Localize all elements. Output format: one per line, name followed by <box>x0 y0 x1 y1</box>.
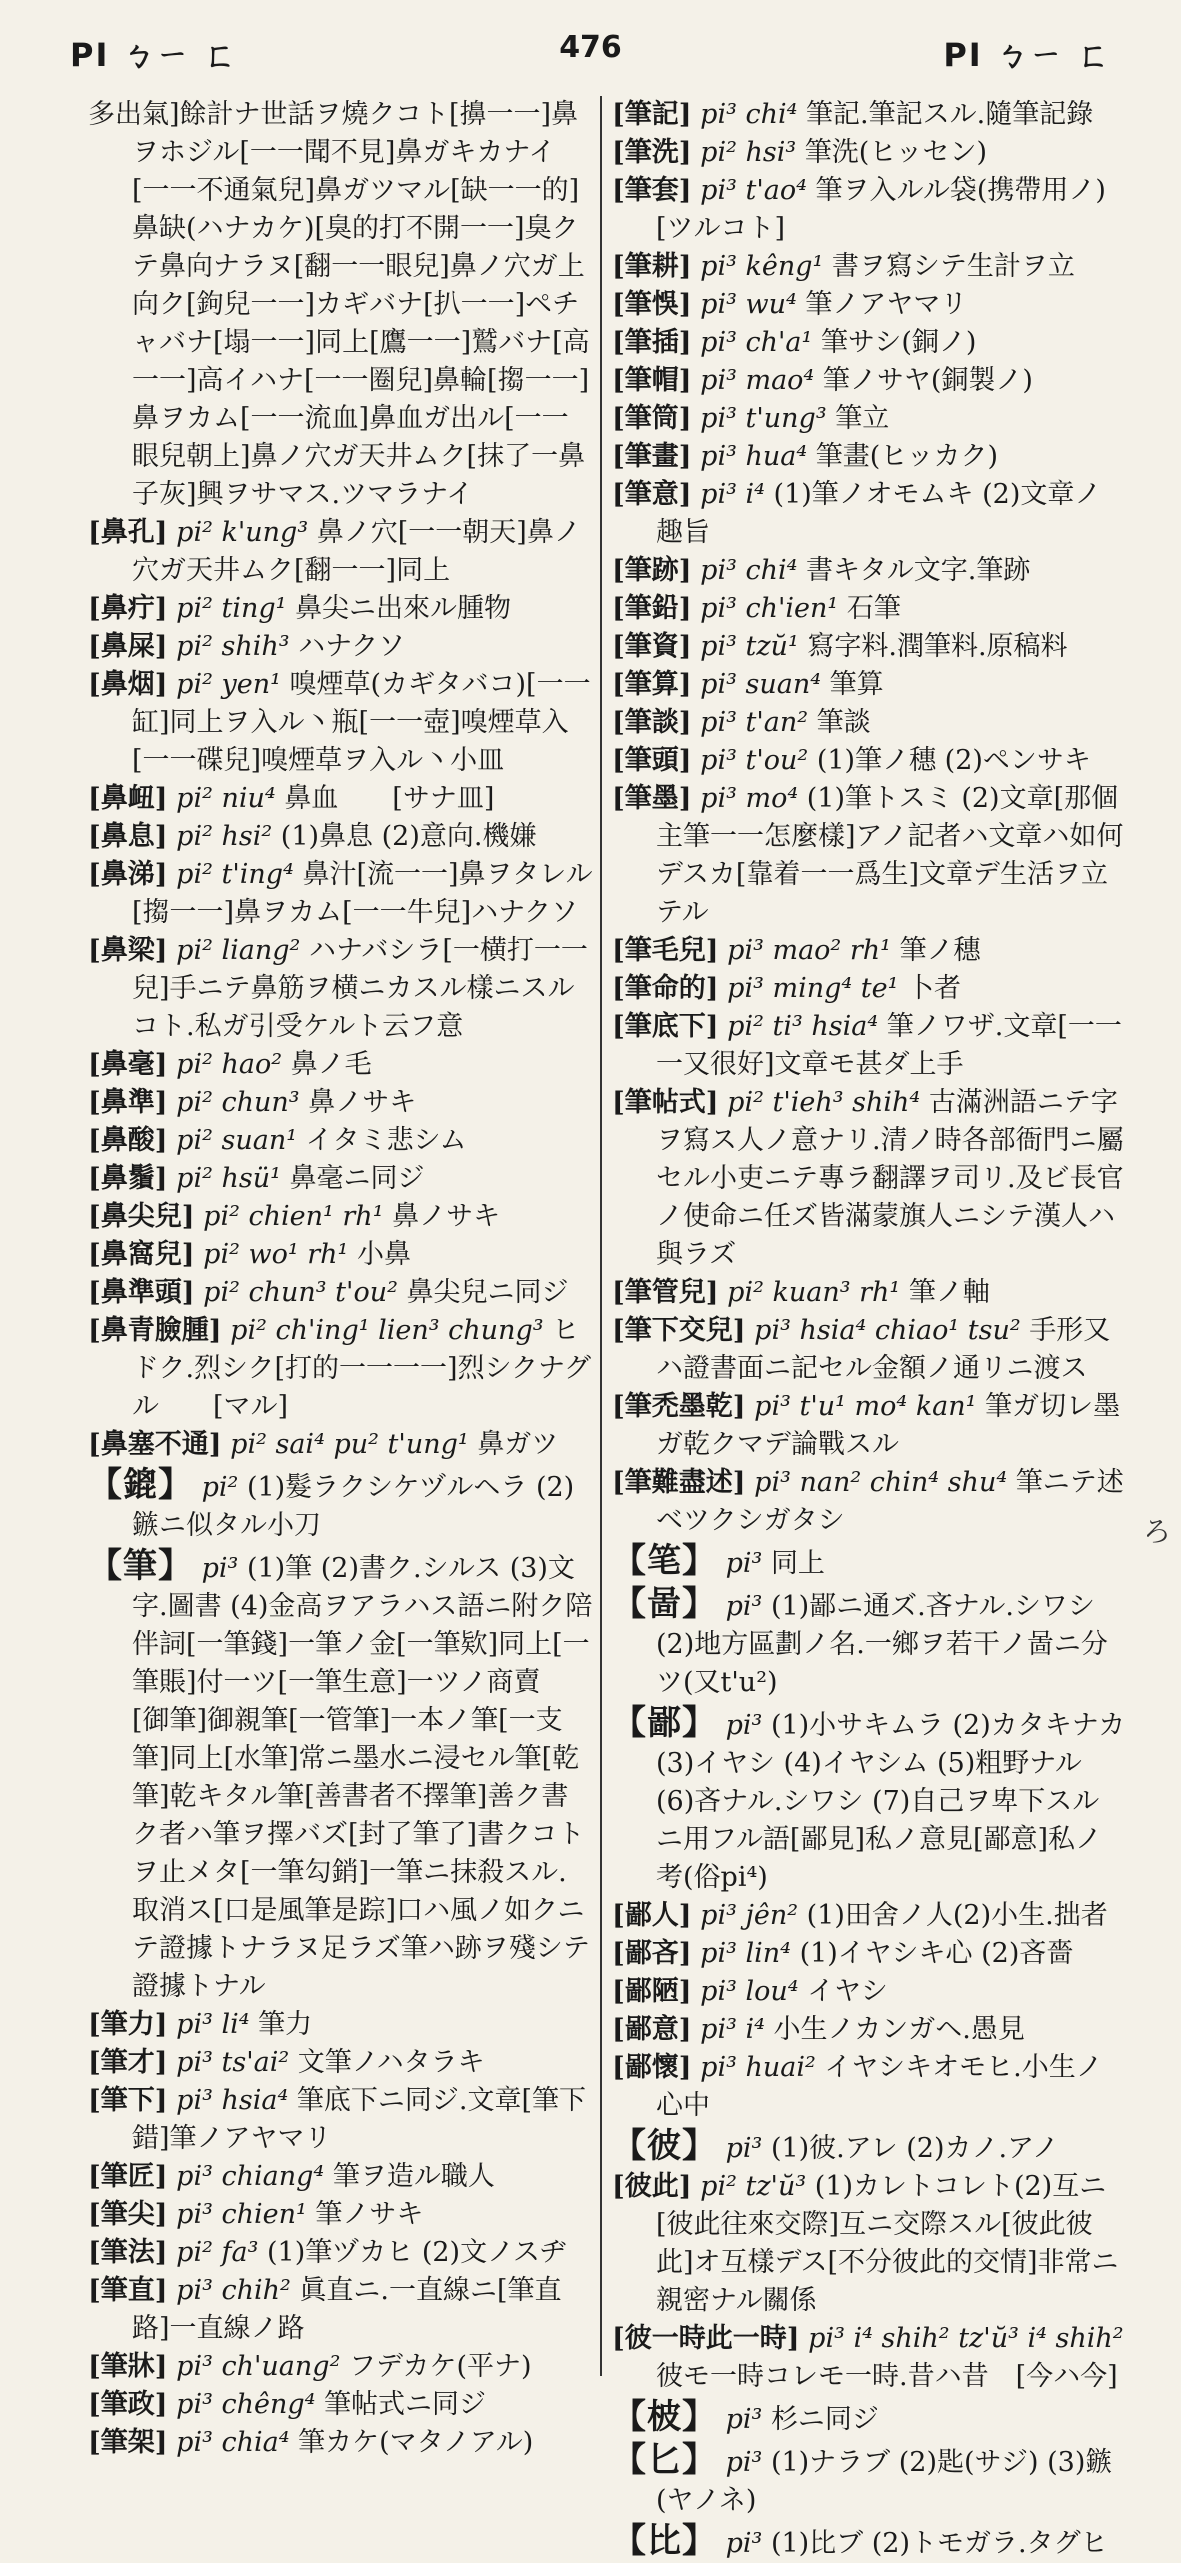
entry-definition: 筆ヲ造ル職人 <box>332 2161 495 2192</box>
entry-headword: [筆架] <box>88 2427 168 2458</box>
entry-romanization: pi³ chêng⁴ <box>176 2389 316 2420</box>
entry-definition: 鼻ガツ <box>477 1429 559 1460</box>
dictionary-entry <box>612 1935 1126 1973</box>
entry-headword: [鼻孔] <box>88 517 168 548</box>
entry-definition: ハナバシラ[一横打一一兒]手ニテ鼻筋ヲ横ニカスル樣ニスルコト.私ガ引受ケルト云フ意 <box>132 935 588 1042</box>
entry-headword: [筆才] <box>88 2047 168 2078</box>
left-column <box>88 96 593 2458</box>
entry-headword: [鼻青臉腫] <box>88 1315 222 1346</box>
dictionary-entry <box>612 666 1126 704</box>
entry-romanization: pi² hsü¹ <box>176 1163 281 1194</box>
entry-definition: (1)田舍ノ人(2)小生.拙者 <box>806 1900 1108 1931</box>
dictionary-entry <box>612 780 1126 932</box>
entry-headword: [筆法] <box>88 2237 168 2268</box>
entry-definition: ヒドク.烈シク[打的一一一一]烈シクナグル [マル] <box>132 1315 591 1422</box>
entry-headword: 【彼】 <box>612 2126 717 2166</box>
entry-headword: [筆資] <box>612 631 692 662</box>
entry-romanization: pi² ch'ing¹ lien³ chung³ <box>230 1315 544 1346</box>
entry-headword: [筆直] <box>88 2275 168 2306</box>
entry-romanization: pi² suan¹ <box>176 1125 298 1156</box>
entry-headword: [鄙吝] <box>612 1938 692 1969</box>
entry-headword: [筆政] <box>88 2389 168 2420</box>
dictionary-entry <box>88 2234 593 2272</box>
entry-romanization: pi³ i⁴ <box>700 479 765 510</box>
dictionary-entry <box>88 1236 593 1274</box>
entry-headword: 【笔】 <box>612 1541 717 1581</box>
dictionary-entry <box>88 932 593 1046</box>
dictionary-entry <box>612 400 1126 438</box>
entry-romanization: pi³ huai² <box>700 2052 816 2083</box>
entry-headword: [筆記] <box>612 99 692 130</box>
entry-romanization: pi² t'ieh³ shih⁴ <box>727 1087 921 1118</box>
entry-headword: [筆管兒] <box>612 1277 719 1308</box>
entry-definition: (1)鼻息 (2)意向.機嫌 <box>280 821 537 852</box>
dictionary-entry <box>88 1426 593 1464</box>
entry-definition: 嗅煙草(カギタバコ)[一一缸]同上ヲ入ル丶瓶[一一壺]嗅煙草入[一一碟兒]嗅煙草ヲ入ル丶小皿 <box>132 669 591 776</box>
entry-definition: 筆算 <box>829 669 884 700</box>
entry-romanization: pi³ ch'ien¹ <box>700 593 839 624</box>
entry-definition: 筆サシ(銅ノ) <box>820 327 977 358</box>
entry-headword: [鼻酸] <box>88 1125 168 1156</box>
dictionary-entry <box>88 590 593 628</box>
dictionary-entry <box>612 172 1160 248</box>
entry-romanization: pi³ t'ung³ <box>700 403 827 434</box>
entry-romanization: pi² k'ung³ <box>176 517 309 548</box>
dictionary-entry <box>612 1704 1126 1897</box>
entry-romanization: pi³ <box>725 2133 763 2164</box>
entry-romanization: pi³ nan² chin⁴ shu⁴ <box>754 1467 1008 1498</box>
entry-definition: イタミ悲シム <box>305 1125 467 1156</box>
entry-headword: 【筆】 <box>88 1546 193 1586</box>
entry-romanization: pi² ti³ hsia⁴ <box>727 1011 879 1042</box>
entry-romanization: pi³ i⁴ <box>700 2014 765 2045</box>
entry-romanization: pi² hsi³ <box>700 137 797 168</box>
entry-headword: [筆筒] <box>612 403 692 434</box>
entry-romanization: pi³ <box>725 1710 763 1741</box>
entry-headword: [鼻息] <box>88 821 168 852</box>
entry-headword: [鼻毫] <box>88 1049 168 1080</box>
entry-romanization: pi³ t'ao⁴ <box>700 175 807 206</box>
entry-definition: 鼻尖兒ニ同ジ <box>406 1277 569 1308</box>
dictionary-entry <box>88 2386 593 2424</box>
dictionary-entry <box>88 666 593 780</box>
entry-definition: 筆ニテ述ベツクシガタシ <box>656 1467 1124 1536</box>
entry-definition: フデカケ(平ナ) <box>349 2351 532 2382</box>
dictionary-entry <box>612 970 1126 1008</box>
entry-headword: [筆牀] <box>88 2351 168 2382</box>
dictionary-entry <box>88 2272 593 2348</box>
entry-definition: 鼻ノ毛 <box>290 1049 372 1080</box>
dictionary-entry <box>88 2044 593 2082</box>
entry-romanization: pi³ wu⁴ <box>700 289 797 320</box>
dictionary-entry <box>612 1585 1126 1702</box>
entry-definition: 筆ノ軸 <box>908 1277 990 1308</box>
entry-romanization: pi³ chi⁴ <box>700 555 798 586</box>
entry-definition: 書キタル文字.筆跡 <box>806 555 1031 586</box>
entry-definition: 筆畫(ヒッカク) <box>815 441 999 472</box>
entry-romanization: pi³ <box>725 1548 763 1579</box>
entry-definition: 卜者 <box>907 973 962 1004</box>
entry-definition: 筆帖式ニ同ジ <box>324 2389 487 2420</box>
dictionary-entry <box>612 134 1126 172</box>
entry-romanization: pi² niu⁴ <box>176 783 276 814</box>
dictionary-entry <box>88 1122 593 1160</box>
dictionary-entry <box>612 2127 1126 2168</box>
dictionary-entry <box>88 2082 593 2158</box>
entry-romanization: pi³ chia⁴ <box>176 2427 290 2458</box>
entry-headword: [筆算] <box>612 669 692 700</box>
dictionary-entry <box>612 552 1126 590</box>
dictionary-entry <box>612 362 1126 400</box>
entry-romanization: pi³ t'u¹ mo⁴ kan¹ <box>754 1391 977 1422</box>
entry-definition: 鼻毫ニ同ジ <box>289 1163 425 1194</box>
entry-headword: [筆頭] <box>612 745 692 776</box>
entry-headword: [筆禿墨乾] <box>612 1391 746 1422</box>
entry-definition: 筆洗(ヒッセン) <box>804 137 988 168</box>
entry-definition: (1)髮ラクシケヅルヘラ (2)鏃ニ似タル小刀 <box>132 1472 575 1541</box>
page-number: 476 <box>559 30 622 65</box>
entry-romanization: pi³ i⁴ shih² tz'ŭ³ i⁴ shih² <box>808 2323 1124 2354</box>
entry-romanization: pi³ mao² rh¹ <box>727 935 891 966</box>
entry-headword: [筆墨] <box>612 783 692 814</box>
entry-definition: (1)彼.アレ (2)カノ.アノ <box>770 2133 1059 2164</box>
running-head-left: PI ㄅㄧ ㄈ <box>70 36 238 74</box>
entry-definition: 鼻ノサキ <box>308 1087 417 1118</box>
entry-headword: 【鎞】 <box>88 1465 193 1505</box>
running-head-right: PI ㄅㄧ ㄈ <box>943 36 1111 74</box>
entry-romanization: pi³ mo⁴ <box>700 783 799 814</box>
entry-romanization: pi³ hsia⁴ chiao¹ tsu² <box>754 1315 1021 1346</box>
entry-definition: 筆立 <box>835 403 890 434</box>
entry-definition: 眞直ニ.一直線ニ[筆直路]一直線ノ路 <box>132 2275 562 2344</box>
entry-romanization: pi³ ch'uang² <box>176 2351 341 2382</box>
entry-headword: [鼻衄] <box>88 783 168 814</box>
entry-headword: [筆毛兒] <box>612 935 719 966</box>
dictionary-entry <box>88 2348 593 2386</box>
dictionary-entry <box>88 2006 593 2044</box>
entry-romanization: pi³ lin⁴ <box>700 1938 791 1969</box>
entry-romanization: pi³ <box>725 2528 763 2559</box>
entry-romanization: pi² hao² <box>176 1049 283 1080</box>
entry-headword: [筆底下] <box>612 1011 719 1042</box>
entry-romanization: pi² shih³ <box>176 631 290 662</box>
entry-romanization: pi³ <box>725 2447 763 2478</box>
entry-headword: [鼻準] <box>88 1087 168 1118</box>
dictionary-entry <box>88 1046 593 1084</box>
entry-definition: (1)筆トスミ (2)文章[那個主筆一一怎麼樣]アノ記者ハ文章ハ如何デスカ[靠着一一爲生]文章デ生活ヲ立テル <box>656 783 1124 928</box>
entry-romanization: pi³ t'an² <box>700 707 809 738</box>
entry-definition: 小生ノカンガヘ.愚見 <box>773 2014 1025 2045</box>
entry-romanization: pi² chien¹ rh¹ <box>203 1201 384 1232</box>
dictionary-entry <box>612 1274 1126 1312</box>
entry-romanization: pi³ <box>201 1553 239 1584</box>
entry-definition: イヤシ <box>807 1976 888 2007</box>
entry-romanization: pi³ ming⁴ te¹ <box>727 973 899 1004</box>
entry-romanization: pi³ t'ou² <box>700 745 809 776</box>
entry-romanization: pi² t'ing⁴ <box>176 859 294 890</box>
entry-definition: 小鼻 <box>356 1239 411 1270</box>
dictionary-entry <box>612 932 1126 970</box>
entry-romanization: pi³ ch'a¹ <box>700 327 813 358</box>
dictionary-entry <box>612 590 1126 628</box>
entry-definition: (1)筆 (2)書ク.シルス (3)文字.圖書 (4)金高ヲアラハス語ニ附ク陪伴詞[一筆錢]一筆ノ金[一筆欵]同上[一筆賬]付一ツ[一筆生意]一ツノ商賣 [御筆]御親筆[一管筆]一本ノ筆[一支筆]同上[水筆]常ニ墨水ニ浸セル筆[乾筆]乾キタル筆[善書者不擇筆]善ク書ク者ハ筆ヲ擇バズ[封了筆了]書クコトヲ止メタ[一筆勾銷]一筆ニ抹殺スル.取消ス[口是風筆是踪]口ハ風ノ如クニテ證據トナラヌ足ラズ筆ハ跡ヲ殘シテ證據トナル <box>132 1553 593 2002</box>
entry-romanization: pi³ mao⁴ <box>700 365 815 396</box>
entry-headword: [筆意] <box>612 479 692 510</box>
entry-definition: 筆力 <box>258 2009 313 2040</box>
entry-headword: [筆跡] <box>612 555 692 586</box>
entry-definition: 杉ニ同ジ <box>770 2404 879 2435</box>
entry-definition: 筆ヲ入ルル袋(携帶用ノ) [ツルコト] <box>656 175 1160 244</box>
entry-headword: [筆帖式] <box>612 1087 719 1118</box>
entry-definition: 多出氣]餘計ナ世話ヲ燒クコト[擤一一]鼻ヲホジル[一一聞不見]鼻ガキカナイ[一一不通氣兒]鼻ガツマル[缺一一的]鼻缺(ハナカケ)[臭的打不開一一]臭クテ鼻向ナラヌ[翻一一眼兒]鼻ノ穴ガ上向ク[鉤兒一一]カギバナ[扒一一]ペチャバナ[塌一一]同上[鷹一一]鷲バナ[高一一]高イハナ[一一圈兒]鼻輪[搊一一]鼻ヲカム[一一流血]鼻血ガ出ル[一一眼兒朝上]鼻ノ穴ガ天井ムク[抹了一鼻子灰]興ヲサマス.ツマラナイ <box>88 99 590 510</box>
entry-definition: 文筆ノハタラキ <box>297 2047 485 2078</box>
dictionary-entry <box>88 856 593 932</box>
entry-headword: [筆尖] <box>88 2199 168 2230</box>
dictionary-entry <box>88 2424 593 2462</box>
dictionary-entry <box>612 1464 1126 1540</box>
entry-romanization: pi² <box>201 1472 239 1503</box>
entry-definition: 筆ノサキ <box>315 2199 424 2230</box>
entry-headword: [鼻鬚] <box>88 1163 168 1194</box>
entry-headword: [筆匠] <box>88 2161 168 2192</box>
entry-headword: [筆插] <box>612 327 692 358</box>
entry-definition: 筆ノアヤマリ <box>805 289 968 320</box>
entry-headword: [筆下] <box>88 2085 168 2116</box>
entry-headword: [鄙陋] <box>612 1976 692 2007</box>
dictionary-entry <box>612 1542 1126 1583</box>
entry-headword: 【鄙】 <box>612 1703 717 1743</box>
entry-definition: 筆談 <box>816 707 871 738</box>
entry-headword: [鄙懷] <box>612 2052 692 2083</box>
entry-romanization: pi² ting¹ <box>176 593 287 624</box>
dictionary-entry <box>88 514 593 590</box>
entry-headword: [筆畫] <box>612 441 692 472</box>
entry-definition: 筆ガ切レ墨ガ乾クマデ論戰スル <box>656 1391 1121 1460</box>
entry-headword: [鼻屎] <box>88 631 168 662</box>
entry-romanization: pi³ chi⁴ <box>700 99 798 130</box>
entry-headword: [筆下交兒] <box>612 1315 746 1346</box>
entry-definition: 同上 <box>770 1548 825 1579</box>
margin-mark: ろ <box>1142 1515 1171 1548</box>
entry-definition: イヤシキオモヒ.小生ノ心中 <box>656 2052 1103 2121</box>
entry-headword: [筆套] <box>612 175 692 206</box>
entry-definition: 古滿洲語ニテ字ヲ寫ス人ノ意ナリ.清ノ時各部衙門ニ屬セル小吏ニテ專ラ翻譯ヲ司リ.及ビ長官ノ使命ニ任ズ皆滿蒙旗人ニシテ漢人ハ與ラズ <box>656 1087 1124 1270</box>
dictionary-entry <box>612 248 1126 286</box>
dictionary-entry <box>612 438 1126 476</box>
entry-headword: [筆洗] <box>612 137 692 168</box>
dictionary-entry <box>612 1897 1126 1935</box>
entry-romanization: pi² sai⁴ pu² t'ung¹ <box>230 1429 469 1460</box>
dictionary-entry <box>612 1388 1126 1464</box>
entry-romanization: pi² wo¹ rh¹ <box>203 1239 349 1270</box>
dictionary-entry <box>612 2049 1126 2125</box>
dictionary-entry <box>612 2441 1126 2520</box>
entry-romanization: pi² chun³ t'ou² <box>203 1277 398 1308</box>
dictionary-entry <box>612 1973 1126 2011</box>
dictionary-entry <box>612 2168 1126 2320</box>
entry-romanization: pi² yen¹ <box>176 669 281 700</box>
dictionary-entry <box>612 1312 1126 1388</box>
entry-headword: [筆悞] <box>612 289 692 320</box>
entry-romanization: pi² tz'ŭ³ <box>700 2171 807 2202</box>
entry-definition: 筆記.筆記スル.隨筆記錄 <box>806 99 1094 130</box>
entry-definition: 筆カケ(マタノアル) <box>298 2427 534 2458</box>
dictionary-entry <box>88 1198 593 1236</box>
dictionary-entry <box>88 780 593 818</box>
entry-headword: [鼻烟] <box>88 669 168 700</box>
entry-romanization: pi³ li⁴ <box>176 2009 250 2040</box>
dictionary-entry <box>88 2158 593 2196</box>
entry-romanization: pi³ <box>725 1591 763 1622</box>
entry-definition: (1)カレトコレト(2)互ニ[彼此往來交際]互ニ交際スル[彼此彼此]オ互樣デス[不分彼此的交情]非常ニ親密ナル關係 <box>656 2171 1119 2316</box>
column-divider <box>600 96 602 2376</box>
dictionary-entry <box>88 1466 593 1545</box>
entry-definition: 筆ノワザ.文章[一一一又很好]文章モ甚ダ上手 <box>656 1011 1122 1080</box>
dictionary-entry <box>88 1547 593 2006</box>
entry-definition: (1)ナラブ (2)匙(サジ) (3)鏃(ヤノネ) <box>656 2447 1113 2516</box>
entry-definition: 鼻ノ穴[一一朝天]鼻ノ穴ガ天井ムク[翻一一]同上 <box>132 517 581 586</box>
entry-headword: [彼一時此一時] <box>612 2323 800 2354</box>
dictionary-entry <box>88 628 593 666</box>
entry-headword: [筆鉛] <box>612 593 692 624</box>
dictionary-entry <box>88 1160 593 1198</box>
entry-headword: [鼻窩兒] <box>88 1239 195 1270</box>
entry-definition: (1)比ブ (2)トモガラ.タグヒ <box>770 2528 1108 2559</box>
entry-romanization: pi³ chih² <box>176 2275 291 2306</box>
dictionary-entry <box>612 476 1126 552</box>
dictionary-entry <box>612 286 1126 324</box>
entry-definition: (1)筆ノ穗 (2)ペンサキ <box>816 745 1091 776</box>
dictionary-entry <box>612 96 1126 134</box>
dictionary-entry <box>612 2398 1126 2439</box>
entry-headword: [鼻尖兒] <box>88 1201 195 1232</box>
entry-definition: 鼻尖ニ出來ル腫物 <box>295 593 512 624</box>
entry-definition: ハナクソ <box>298 631 406 662</box>
entry-headword: [鼻準頭] <box>88 1277 195 1308</box>
entry-definition: 彼モ一時コレモ一時.昔ハ昔 [今ハ今] <box>656 2361 1118 2392</box>
entry-definition: 書ヲ寫シテ生計ヲ立 <box>831 251 1075 282</box>
entry-romanization: pi³ jên² <box>700 1900 799 1931</box>
entry-headword: [鼻疔] <box>88 593 168 624</box>
entry-definition: 石筆 <box>846 593 901 624</box>
dictionary-entry <box>88 1274 593 1312</box>
entry-headword: [鼻梁] <box>88 935 168 966</box>
entry-definition: (1)鄙ニ通ズ.吝ナル.シワシ (2)地方區劃ノ名.一鄉ヲ若干ノ啚ニ分ツ(又t'u²) <box>656 1591 1108 1698</box>
entry-definition: 鼻汁[流一一]鼻ヲタレル[搊一一]鼻ヲカム[一一牛兒]ハナクソ <box>132 859 593 928</box>
right-column <box>612 96 1160 2561</box>
entry-headword: [筆命的] <box>612 973 719 1004</box>
entry-romanization: pi³ ts'ai² <box>176 2047 290 2078</box>
entry-definition: 筆ノ穗 <box>899 935 981 966</box>
entry-romanization: pi³ chiang⁴ <box>176 2161 325 2192</box>
dictionary-entry <box>88 818 593 856</box>
entry-definition: 筆ノサヤ(銅製ノ) <box>822 365 1033 396</box>
entry-romanization: pi² chun³ <box>176 1087 300 1118</box>
entry-definition: 鼻血 [サナ皿] <box>284 783 495 814</box>
entry-definition: 寫字料.潤筆料.原稿料 <box>807 631 1068 662</box>
entry-romanization: pi³ lou⁴ <box>700 1976 799 2007</box>
dictionary-entry <box>88 1084 593 1122</box>
entry-definition: (1)筆ヅカヒ (2)文ノスヂ <box>267 2237 567 2268</box>
entry-romanization: pi² liang² <box>176 935 301 966</box>
dictionary-entry <box>612 2320 1126 2396</box>
entry-romanization: pi³ suan⁴ <box>700 669 822 700</box>
dictionary-entry <box>612 704 1126 742</box>
entry-headword: 【柀】 <box>612 2397 717 2437</box>
entry-headword: [鄙人] <box>612 1900 692 1931</box>
entry-headword: [筆力] <box>88 2009 168 2040</box>
entry-romanization: pi² kuan³ rh¹ <box>727 1277 901 1308</box>
entry-definition: 筆底下ニ同ジ.文章[筆下錯]筆ノアヤマリ <box>132 2085 587 2154</box>
entry-headword: [筆難盡述] <box>612 1467 746 1498</box>
entry-headword: 【匕】 <box>612 2440 717 2480</box>
dictionary-entry <box>88 1312 593 1426</box>
entry-romanization: pi³ <box>725 2404 763 2435</box>
entry-headword: [筆耕] <box>612 251 692 282</box>
dictionary-entry <box>612 1008 1126 1084</box>
entry-headword: [筆談] <box>612 707 692 738</box>
entry-romanization: pi³ kêng¹ <box>700 251 824 282</box>
entry-headword: [彼此] <box>612 2171 692 2202</box>
entry-romanization: pi³ hua⁴ <box>700 441 808 472</box>
entry-romanization: pi³ hsia⁴ <box>176 2085 289 2116</box>
entry-definition: (1)筆ノオモムキ (2)文章ノ趣旨 <box>656 479 1102 548</box>
entry-definition: (1)イヤシキ心 (2)吝嗇 <box>799 1938 1074 1969</box>
entry-headword: 【比】 <box>612 2521 717 2561</box>
dictionary-entry <box>612 742 1126 780</box>
entry-headword: [鼻塞不通] <box>88 1429 222 1460</box>
entry-romanization: pi² fa³ <box>176 2237 259 2268</box>
entry-definition: 鼻ノサキ <box>392 1201 501 1232</box>
dictionary-entry <box>612 628 1126 666</box>
entry-romanization: pi³ chien¹ <box>176 2199 307 2230</box>
entry-headword: 【啚】 <box>612 1584 717 1624</box>
dictionary-entry <box>88 2196 593 2234</box>
dictionary-entry <box>612 2522 1126 2563</box>
dictionary-entry <box>612 324 1126 362</box>
dictionary-entry <box>612 1084 1126 1274</box>
running-head <box>70 30 1111 78</box>
entry-headword: [鄙意] <box>612 2014 692 2045</box>
dictionary-entry <box>88 96 593 514</box>
entry-definition: (1)小サキムラ (2)カタキナカ (3)イヤシ (4)イヤシム (5)粗野ナル (6)吝ナル.シワシ (7)自己ヲ卑下スルニ用フル語[鄙見]私ノ意見[鄙意]私ノ考(俗pi⁴) <box>656 1710 1126 1893</box>
dictionary-entry <box>612 2011 1126 2049</box>
entry-definition: 手形又ハ證書面ニ記セル金額ノ通リニ渡ス <box>656 1315 1111 1384</box>
entry-headword: [鼻涕] <box>88 859 168 890</box>
entry-romanization: pi² hsi² <box>176 821 273 852</box>
entry-headword: [筆帽] <box>612 365 692 396</box>
entry-romanization: pi³ tzŭ¹ <box>700 631 799 662</box>
